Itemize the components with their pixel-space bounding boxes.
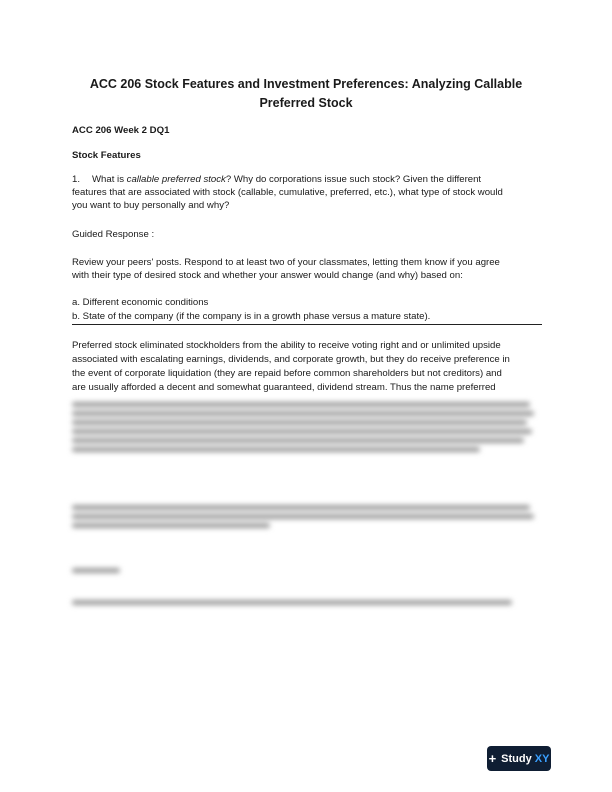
question-suffix: ? Why do corporations issue such stock? Given the different: [225, 174, 482, 185]
answer-line-1: Preferred stock eliminated stockholders from the ability to receive voting right and or unlimited upside: [72, 340, 501, 351]
brand-prefix: Study: [501, 752, 532, 765]
condition-a: a. Different economic conditions: [72, 297, 209, 308]
guided-text-line-2: with their type of desired stock and whether your answer would change (and why) based on:: [72, 270, 463, 281]
blurred-paragraph-1: [72, 399, 534, 456]
title-line-1: ACC 206 Stock Features and Investment Preferences: Analyzing Callable: [89, 77, 523, 91]
question-line-3: you want to buy personally and why?: [72, 200, 230, 211]
question-number: 1.: [72, 174, 81, 185]
answer-line-4: are usually afforded a decent and somewhat guaranteed, dividend stream. Thus the name preferred: [72, 382, 496, 393]
blurred-paragraph-2: [72, 502, 534, 532]
brand-suffix: XY: [534, 752, 550, 765]
question-line-1: [72, 174, 481, 186]
plus-icon: +: [488, 751, 497, 766]
question-prefix: What is: [92, 174, 127, 185]
section-heading: Stock Features: [72, 150, 141, 161]
question-term: callable preferred stock: [126, 174, 226, 185]
guided-text-line-1: Review your peers' posts. Respond to at least two of your classmates, letting them know if you agree: [72, 257, 500, 268]
question-line-2: features that are associated with stock (callable, cumulative, preferred, etc.), what type of stock would: [72, 187, 503, 198]
studyxy-watermark-badge: [487, 746, 551, 771]
blurred-reference: [72, 597, 534, 609]
guided-response-label: Guided Response :: [72, 229, 155, 240]
title-line-2: Preferred Stock: [259, 96, 353, 110]
blurred-heading: [72, 565, 152, 577]
document-title: [60, 75, 552, 113]
condition-b: b. State of the company (if the company is in a growth phase versus a mature state).: [72, 311, 431, 322]
answer-line-2: associated with escalating earnings, dividends, and corporate growth, but they do receive preference in: [72, 354, 510, 365]
section-divider: [72, 324, 542, 325]
answer-line-3: the event of corporate liquidation (they are repaid before common shareholders but not creditors) and: [72, 368, 502, 379]
course-subtitle: ACC 206 Week 2 DQ1: [72, 125, 170, 136]
